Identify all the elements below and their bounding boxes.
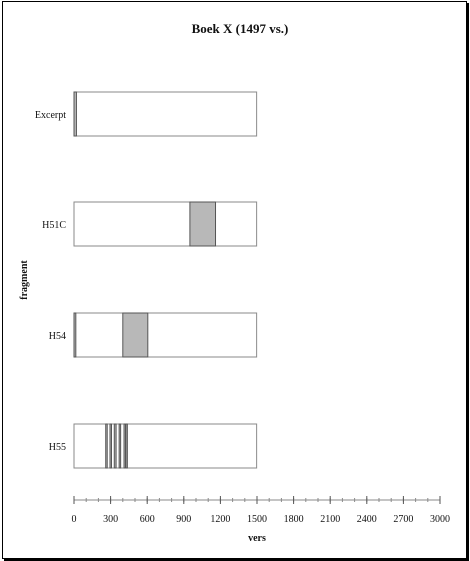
x-tick-label: 0 [71, 514, 77, 525]
book-bar [74, 424, 257, 468]
fragment-segment [190, 202, 216, 246]
chart-title: Boek X (1497 vs.) [191, 21, 289, 36]
x-tick-label: 300 [103, 514, 119, 525]
fragment-segment [74, 92, 76, 136]
row-label: H54 [48, 331, 66, 342]
x-axis-label: vers [248, 533, 266, 544]
fragment-segment [74, 313, 76, 357]
x-axis [72, 496, 451, 525]
x-tick-label: 1500 [247, 514, 267, 525]
x-tick-label: 2700 [393, 514, 414, 525]
book-bar [74, 92, 257, 136]
fragment-row [35, 92, 257, 136]
book-bar [74, 202, 257, 246]
fragment-row [49, 313, 257, 357]
x-tick-label: 1200 [210, 514, 231, 525]
row-label: Excerpt [34, 110, 66, 121]
fragment-segment [106, 424, 108, 468]
x-tick-label: 2100 [320, 514, 341, 525]
fragment-segment [124, 424, 126, 468]
x-tick-label: 900 [176, 514, 192, 525]
book-bar [74, 313, 257, 357]
fragment-segment [123, 313, 148, 357]
fragment-segment [119, 424, 121, 468]
row-label: H51C [42, 220, 66, 231]
row-label: H55 [48, 442, 66, 453]
fragment-row [49, 424, 257, 468]
x-tick-label: 1800 [283, 514, 304, 525]
fragment-row [42, 202, 257, 246]
x-tick-label: 600 [139, 514, 155, 525]
fragment-segment [126, 424, 128, 468]
fragment-segment [110, 424, 112, 468]
x-tick-label: 2400 [356, 514, 377, 525]
fragment-segment [114, 424, 116, 468]
plot-area [35, 92, 257, 468]
x-tick-label: 3000 [430, 514, 450, 525]
y-axis-label: fragment [19, 260, 30, 300]
